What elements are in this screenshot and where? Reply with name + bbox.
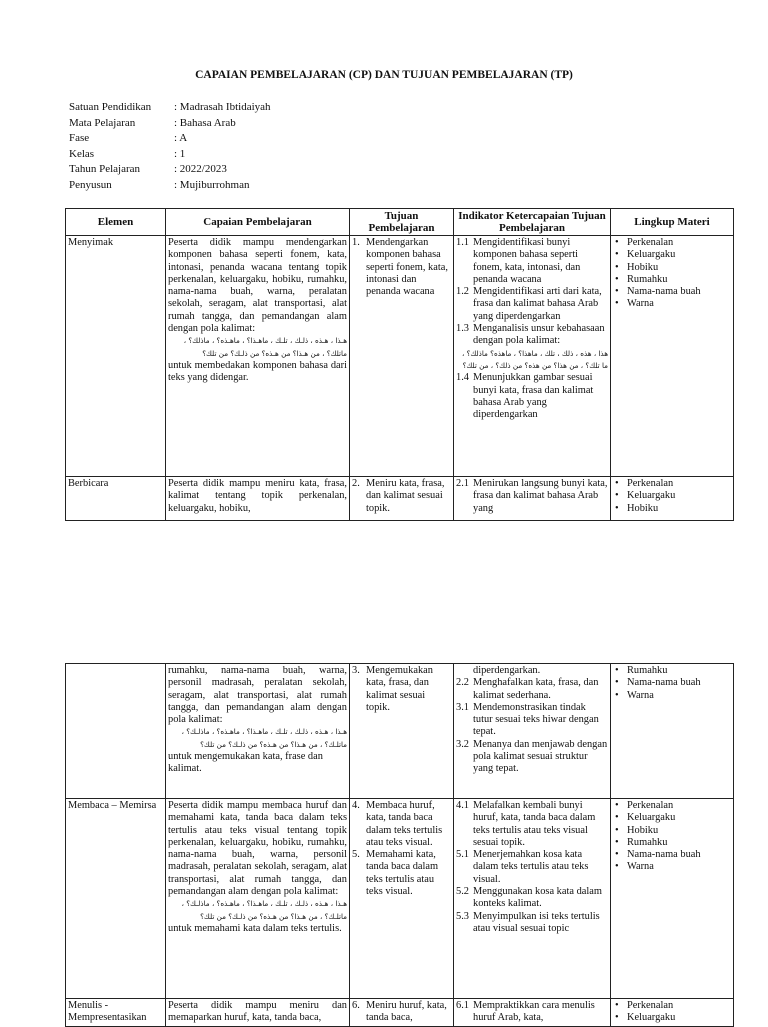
cp-arabic-pattern: هـذا ، هـذه ، ذلـك ، تلـك ، ماهـذا؟ ، ماهـذه؟ ، ماذلك؟ ، ماتلك؟ ، من هـذا؟ من هـذه؟ من ذلـك؟ من تلك؟ xyxy=(183,336,347,358)
header-tujuan: Tujuan Pembelajaran xyxy=(350,209,454,236)
indicator-number: 5.2 xyxy=(456,886,469,898)
table-row-berbicara-continued xyxy=(66,664,734,799)
indicator-item xyxy=(456,1000,608,1025)
indicator-text: Menerjemahkan kosa kata dalam teks tertulis atau teks visual. xyxy=(473,849,589,885)
indicator-text: Menirukan langsung bunyi kata, frasa dan kalimat bahasa Arab yang xyxy=(473,478,608,514)
indicator-item xyxy=(456,702,608,739)
indicator-number: 1.2 xyxy=(456,286,469,298)
document-meta xyxy=(69,100,271,193)
tp-number: 6. xyxy=(352,1000,360,1011)
table-row-berbicara xyxy=(66,477,734,521)
indicator-number: 1.3 xyxy=(456,323,469,335)
indicator-item xyxy=(456,800,608,849)
materi-list xyxy=(613,800,731,874)
indicator-number: 3.2 xyxy=(456,738,469,750)
indicator-text: Menganalisis unsur kebahasaan dengan pola kalimat: xyxy=(473,323,605,347)
indicator-number: 6.1 xyxy=(456,1000,469,1011)
tp-cell xyxy=(350,799,454,999)
materi-cell xyxy=(611,236,734,477)
tp-item xyxy=(352,478,451,515)
elemen-cell: Menulis - Mempresentasikan xyxy=(66,999,166,1027)
cp-cell xyxy=(166,999,350,1027)
header-indikator: Indikator Ketercapaian Tujuan Pembelajaran xyxy=(454,209,611,236)
cp-cell xyxy=(166,477,350,521)
meta-row xyxy=(69,116,271,132)
meta-key: Tahun Pelajaran xyxy=(69,163,141,175)
cp-cell xyxy=(166,236,350,477)
header-lingkup: Lingkup Materi xyxy=(611,209,734,236)
tp-number: 4. xyxy=(352,800,360,811)
table-row-menyimak xyxy=(66,236,734,477)
indikator-cell xyxy=(454,999,611,1027)
tp-list xyxy=(352,800,451,898)
tp-number: 1. xyxy=(352,237,360,248)
indicator-number: 1.4 xyxy=(456,372,469,384)
indicator-number: 5.1 xyxy=(456,849,469,861)
indicator-item xyxy=(456,478,608,515)
tp-item xyxy=(352,237,451,298)
cp-text: Peserta didik mampu membaca huruf dan memahami kata, tanda baca dalam teks tertulis atau teks visual tentang topik perkenalan, keluargaku, hobiku, rumahku, nama-nama buah, warna, personil madrasah, peralatan sekolah, seragam, alat transportasi, alat rumah tangga, dan pemandangan alam dengan pola kalimat: xyxy=(168,800,347,898)
meta-row xyxy=(69,162,271,178)
materi-list xyxy=(613,665,731,702)
indikator-cell xyxy=(454,236,611,477)
cp-cell xyxy=(166,799,350,999)
tp-text: Meniru huruf, kata, tanda baca, xyxy=(366,1000,447,1024)
indicator-number: 3.1 xyxy=(456,701,469,713)
indicator-number: 5.3 xyxy=(456,910,469,922)
list-item: • Warna xyxy=(613,298,731,310)
list-item: • Keluargaku xyxy=(613,812,731,824)
cp-text: Peserta didik mampu meniru kata, frasa, kalimat tentang topik perkenalan, keluargaku, hobiku, xyxy=(168,478,347,514)
indicator-text: Mempraktikkan cara menulis huruf Arab, kata, xyxy=(473,1000,595,1024)
cp-arabic-pattern: هـذا ، هـذه ، ذلـك ، تلـك ، ماهـذا؟ ، ماهـذه؟ ، ماذلـك؟ ، ماتلـك؟ ، من هـذا؟ من هـذه؟ من ذلـك؟ من تلك؟ xyxy=(181,899,347,921)
materi-list xyxy=(613,237,731,311)
list-item: • Nama-nama buah xyxy=(613,286,731,298)
list-item: • Keluargaku xyxy=(613,249,731,261)
meta-key: Fase xyxy=(69,132,90,144)
indicator-text: diperdengarkan. xyxy=(473,665,541,676)
indicator-item xyxy=(456,677,608,702)
list-item: • Warna xyxy=(613,690,731,702)
materi-cell xyxy=(611,799,734,999)
indicator-number: 2.2 xyxy=(456,677,469,689)
meta-key: Satuan Pendidikan xyxy=(69,101,152,113)
tp-cell xyxy=(350,236,454,477)
list-item: • Nama-nama buah xyxy=(613,849,731,861)
tp-text: Membaca huruf, kata, tanda baca dalam teks tertulis atau teks visual. xyxy=(366,800,443,848)
indicator-arabic-pattern: هذا ، هذه ، ذلك ، تلك ، ماهذا؟ ، ماهذه؟ ماذلك؟ ، ما تلك؟ ، من هذا؟ من هذه؟ من ذلك؟ ، من تلك؟ xyxy=(461,348,608,370)
tp-number: 5. xyxy=(352,849,360,861)
header-capaian: Capaian Pembelajaran xyxy=(166,209,350,236)
tp-list xyxy=(352,478,451,515)
meta-row xyxy=(69,178,271,194)
elemen-cell: Membaca – Memirsa xyxy=(66,799,166,999)
meta-row xyxy=(69,147,271,163)
meta-key: Mata Pelajaran xyxy=(69,116,136,129)
list-item: • Perkenalan xyxy=(613,237,731,249)
indicator-text: Melafalkan kembali bunyi huruf, kata, tanda baca dalam teks tertulis atau teks visual sesuai topik. xyxy=(473,800,596,848)
indicator-text: Menggunakan kosa kata dalam konteks kalimat. xyxy=(473,886,602,910)
indikator-cell xyxy=(454,664,611,799)
elemen-cell: Berbicara xyxy=(66,477,166,521)
list-item: • Hobiku xyxy=(613,262,731,274)
indicator-number: 2.1 xyxy=(456,478,469,489)
tp-item xyxy=(352,1000,451,1025)
list-item: • Keluargaku xyxy=(613,490,731,502)
meta-row xyxy=(69,100,271,116)
cp-cell xyxy=(166,664,350,799)
indicator-text: Menyimpulkan isi teks tertulis atau visual sesuai topic xyxy=(473,910,600,934)
list-item: • Rumahku xyxy=(613,274,731,286)
tp-number: 3. xyxy=(352,665,360,676)
tp-cell xyxy=(350,664,454,799)
indicator-item xyxy=(456,911,608,936)
meta-key: Kelas xyxy=(69,147,95,160)
meta-value: : A xyxy=(174,132,188,144)
indicator-item xyxy=(456,739,608,776)
list-item: • Nama-nama buah xyxy=(613,677,731,689)
list-item: • Hobiku xyxy=(613,503,731,515)
tp-text: Mendengarkan komponen bahasa seperti fonem, kata, intonasi dan penanda wacana xyxy=(366,237,448,298)
materi-cell xyxy=(611,999,734,1027)
tp-item xyxy=(352,800,451,849)
indicator-text: Menunjukkan gambar sesuai bunyi kata, frasa dan kalimat bahasa Arab yang diperdengarkan xyxy=(473,372,594,421)
cp-text: Peserta didik mampu mendengarkan komponen bahasa seperti fonem, kata, intonasi, penanda wacana tentang topik perkenalan, keluargaku, hobiku, rumahku, nama-nama buah, warna, peralatan sekolah, seragam, alat transportasi, alat rumah tangga, dan pemandangan alam dengan pola kalimat: xyxy=(168,237,347,335)
tp-text: Meniru kata, frasa, dan kalimat sesuai topik. xyxy=(366,478,445,514)
indicator-text: Mendemonstrasikan tindak tutur sesuai teks hiwar dengan tepat. xyxy=(473,701,599,738)
list-item: • Rumahku xyxy=(613,665,731,677)
tp-cell xyxy=(350,999,454,1027)
indicator-item xyxy=(456,286,608,323)
cp-text: untuk memahami kata dalam teks tertulis. xyxy=(168,922,342,934)
tp-list xyxy=(352,237,451,298)
list-item: • Warna xyxy=(613,861,731,873)
tp-text: Memahami kata, tanda baca dalam teks tertulis atau teks visual. xyxy=(366,849,439,898)
tp-list xyxy=(352,1000,451,1025)
meta-key: Penyusun xyxy=(69,178,112,191)
list-item: • Perkenalan xyxy=(613,1000,731,1012)
elemen-cell: Menyimak xyxy=(66,236,166,477)
indikator-cell xyxy=(454,799,611,999)
indicator-text: Menanya dan menjawab dengan pola kalimat sesuai struktur yang tepat. xyxy=(473,738,608,775)
meta-value: : 1 xyxy=(174,147,186,160)
indicator-item xyxy=(456,886,608,911)
indikator-cell xyxy=(454,477,611,521)
materi-list xyxy=(613,1000,731,1025)
meta-value: : 2022/2023 xyxy=(174,163,227,175)
cp-text: Peserta didik mampu meniru dan memaparkan huruf, kata, tanda baca, xyxy=(168,1000,347,1024)
indicator-item xyxy=(456,323,608,348)
meta-value: : Mujiburrohman xyxy=(174,178,250,191)
tp-item xyxy=(352,665,451,714)
tp-item xyxy=(352,849,451,898)
cp-arabic-pattern: هـذا ، هـذه ، ذلـك ، تلـك ، ماهـذا؟ ، ماهـذه؟ ، ماذلـك؟ ، ماتلـك؟ ، من هـذا؟ من هـذه؟ من ذلـك؟ من تلك؟ xyxy=(181,727,347,749)
indicator-number: 1.1 xyxy=(456,237,469,248)
tp-cell xyxy=(350,477,454,521)
table-row-menulis xyxy=(66,999,734,1027)
indicator-item xyxy=(456,237,608,286)
tp-list xyxy=(352,665,451,714)
indicator-text: Menghafalkan kata, frasa, dan kalimat sederhana. xyxy=(473,677,599,701)
meta-value: : Bahasa Arab xyxy=(174,116,236,129)
meta-row xyxy=(69,131,271,147)
page-title: CAPAIAN PEMBELAJARAN (CP) DAN TUJUAN PEMBELAJARAN (TP) xyxy=(195,69,573,81)
meta-value: : Madrasah Ibtidaiyah xyxy=(174,101,271,113)
indicator-item xyxy=(456,849,608,886)
indicator-text: Mengidentifikasi arti dari kata, frasa dan kalimat bahasa Arab yang diperdengarkan xyxy=(473,286,602,322)
indicator-text: Mengidentifikasi bunyi komponen bahasa seperti fonem, kata, intonasi, dan penanda wacana xyxy=(473,237,581,285)
cp-text: untuk mengemukakan kata, frase dan kalimat. xyxy=(168,751,323,775)
cp-text: rumahku, nama-nama buah, warna, personil madrasah, peralatan sekolah, seragam, alat transportasi, alat rumah tangga, dan pemandangan alam dengan pola kalimat: xyxy=(168,665,347,726)
tp-number: 2. xyxy=(352,478,360,489)
list-item: • Keluargaku xyxy=(613,1012,731,1024)
list-item: • Perkenalan xyxy=(613,478,731,490)
list-item: • Perkenalan xyxy=(613,800,731,812)
materi-cell xyxy=(611,664,734,799)
header-elemen: Elemen xyxy=(66,209,166,236)
materi-list xyxy=(613,478,731,515)
cp-tp-table-page1 xyxy=(65,208,734,521)
cp-tp-table-page2 xyxy=(65,663,734,1027)
table-header-row xyxy=(66,209,734,236)
table-row-membaca xyxy=(66,799,734,999)
cp-text: untuk membedakan komponen bahasa dari teks yang didengar. xyxy=(168,359,347,384)
tp-text: Mengemukakan kata, frasa, dan kalimat sesuai topik. xyxy=(366,665,433,713)
materi-cell xyxy=(611,477,734,521)
list-item: • Rumahku xyxy=(613,837,731,849)
indicator-number: 4.1 xyxy=(456,800,469,811)
list-item: • Hobiku xyxy=(613,825,731,837)
indicator-item xyxy=(456,372,608,421)
elemen-cell xyxy=(66,664,166,799)
